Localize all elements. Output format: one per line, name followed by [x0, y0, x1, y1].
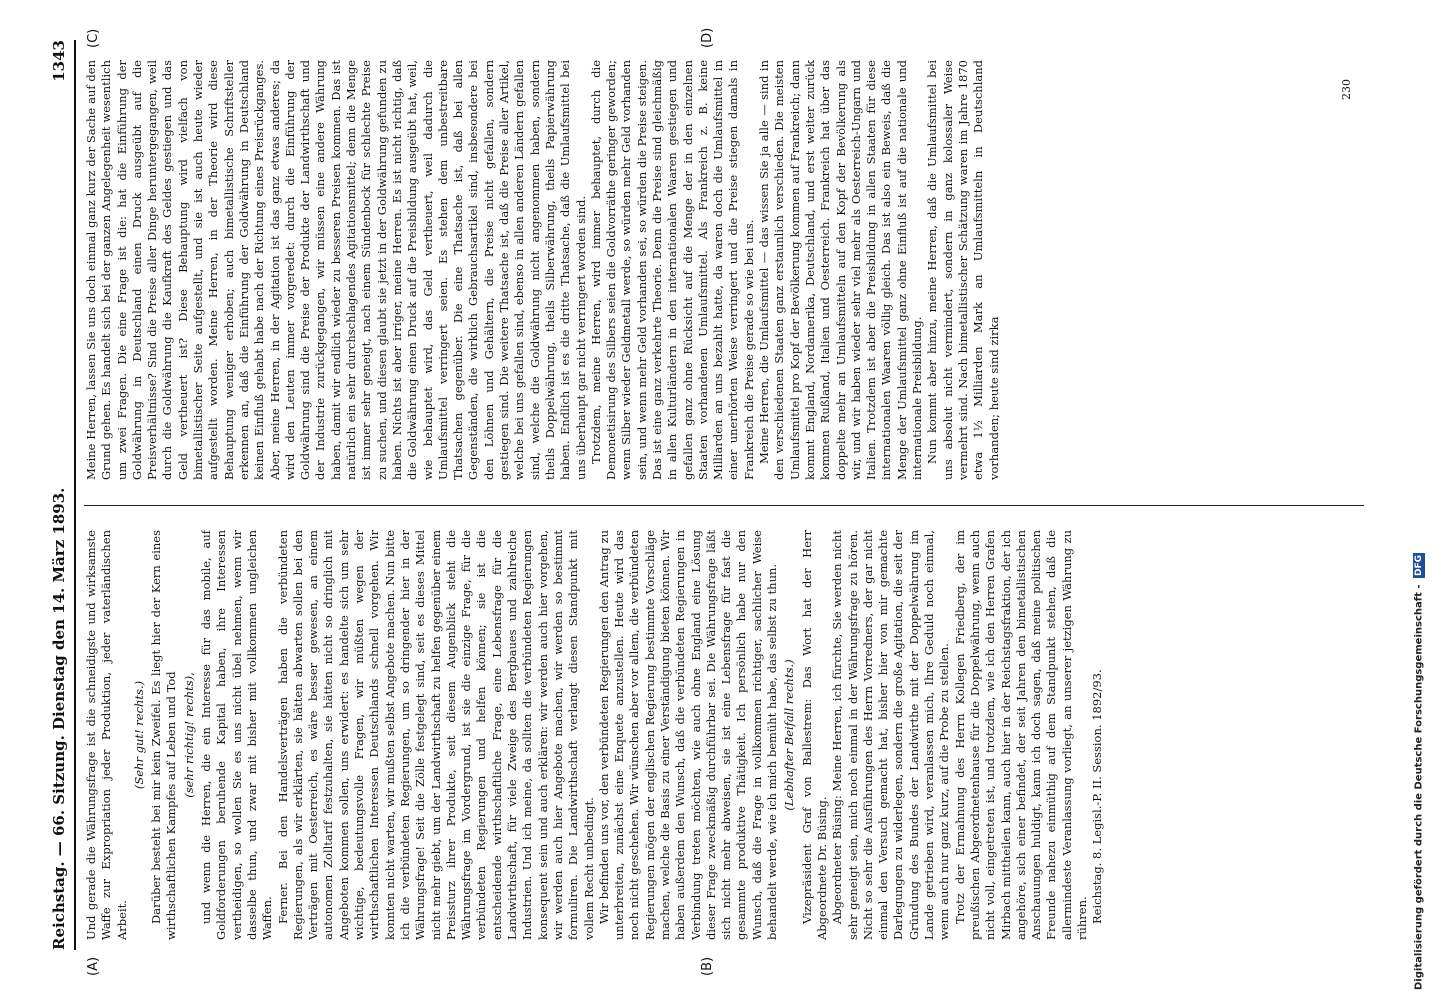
footer-text: Digitalisierung gefördert durch die Deutsche Forschungsgemeinschaft -	[1413, 584, 1425, 990]
paragraph: Trotzdem, meine Herren, wird immer behauptet, durch die Demonetisirung des Silbers seien die Goldvorräthe geringer geworden; wenn Silber wieder Geldmetall werde, so würden mehr Geld vorhanden sein, und wenn mehr Geld vorhanden sei, so würden die Preise steigen. Das ist eine ganz verkehrte Theorie. Denn die Preise sind gleichmäßig in allen Kulturländern in den internationalen Waaren gestiegen und gefallen ganz ohne Rücksicht auf die Menge der in den einzelnen Staaten vorhandenen Umlaufsmittel. Als Frankreich z. B. keine Milliarden an uns bezahlt hatte, da waren doch die Umlaufsmittel in einer unerhörten Weise verringert und die Preise stiegen damals in Frankreich die Preise gerade so wie bei uns.	[588, 60, 756, 480]
paragraph: Und gerade die Währungsfrage ist die schneidigste und wirksamste Waffe zur Expropriation jeder Produktion, jeder vaterländischen Arbeit.	[84, 530, 129, 940]
header-title: Reichstag. — 66. Sitzung. Dienstag den 14. März 1893.	[50, 487, 68, 950]
paragraph: Meine Herren, die Umlaufsmittel — das wissen Sie ja alle — sind in den verschiedenen Staaten ganz erstaunlich verschieden. Die meisten Umlaufsmittel pro Kopf der Bevölkerung kommen auf Frankreich; dann kommt England, Nordamerika, Deutschland, und erst weiter zurück kommen Rußland, Italien und Oesterreich. Frankreich hat über das doppelte mehr an Umlaufsmitteln auf den Kopf der Bevölkerung als wir, und wir haben wieder sehr viel mehr als Oesterreich-Ungarn und Italien. Trotzdem ist aber die Preisbildung in allen Staaten für diese internationalen Waaren völlig gleich. Das ist also ein Beweis, daß die Menge der Umlaufsmittel ganz ohne Einfluß ist auf die nationale und internationale Preisbildung.	[757, 60, 925, 480]
header-page-number: 1343	[50, 40, 68, 82]
paragraph: Trotz der Ermahnung des Herrn Kollegen Friedberg, der im preußischen Abgeordnetenhause für die Doppelwährung, wenn auch nicht voll, eingetreten ist, und trotzdem, wie ich den Herren Grafen Mirbach mittheilen kann, auch hier in der Reichstagsfraktion, der ich angehöre, sich einer befindet, der seit Jahren den bimetallistischen Anschauungen huldigt, kann ich doch sagen, daß meine politischen Freunde nahezu einmüthig auf dem Standpunkt stehen, daß die allermindeste Veranlassung vorliegt, an unserer jetzigen Währung zu rühren.	[952, 530, 1089, 940]
paragraph: und wenn die Herren, die ein Interesse für das mobile, auf Goldforderungen beruhende Kapital haben, ihre Interessen vertheidigen, so wollen Sie es uns nicht übel nehmen, wenn wir dasselbe thun, und zwar mit bisher mit vollkommen ungleichen Waffen.	[199, 530, 275, 940]
page-header	[46, 40, 72, 950]
paragraph: (Lebhafter Beifall rechts.)	[782, 659, 797, 811]
margin-marker-b: (B)	[700, 956, 715, 976]
paragraph: Meine Herren, lassen Sie uns doch einmal ganz kurz der Sache auf den Grund gehen. Es handelt sich bei der ganzen Angelegenheit wesentlich um zwei Fragen. Die eine Frage ist die: hat die Einführung der Goldwährung in Deutschland einen Druck ausgeübt auf die Preisverhältnisse? Sind die Preise aller Dinge heruntergegangen, weil durch die Goldwährung die Kaufkraft des Geldes gestiegen und das Geld vertheuert ist? Diese Behauptung wird vielfach von bimetallistischer Seite aufgestellt, und sie ist auch heute wieder aufgestellt worden. Meine Herren, in der Theorie wird diese Behauptung weniger erhoben; auch bimetallistische Schriftsteller erkennen an, daß die Einführung der Goldwährung in Deutschland keinen Einfluß gehabt habe nach der Richtung eines Preisrückganges. Aber, meine Herren, in der Agitation ist das ganz etwas anderes; da wird den Leuten immer vorgeredet: durch die Einführung der Goldwährung sind die Preise der Produkte der Landwirthschaft und der Industrie zurückgegangen, wir müssen eine andere Währung haben, damit wir endlich wieder zu besseren Preisen kommen. Das ist natürlich ein sehr durchschlagendes Agitationsmittel; denn die Menge ist immer sehr geneigt, nach einem Sündenbock für schlechte Preise zu suchen, und diesen glaubt sie jetzt in der Goldwährung gefunden zu haben. Nichts ist aber irriger, meine Herren. Es ist nicht richtig, daß die Goldwährung einen Druck auf die Preisbildung ausgeübt hat, weil, wie behauptet wird, das Geld vertheuert, weil dadurch die Umlaufsmittel verringert seien. Es stehen dem unbestreitbare Thatsachen gegenüber. Die eine Thatsache ist, daß bei allen Gegenständen, die wirklich Gebrauchsartikel sind, insbesondere bei den Löhnen und Gehältern, die Preise nicht gefallen, sondern gestiegen sind. Die weitere Thatsache ist, daß die Preise aller Artikel, welche bei uns gefallen sind, ebenso in allen anderen Ländern gefallen sind, welche die Goldwährung nicht angenommen haben, sondern theils Doppelwährung, theils Silberwährung, theils Papierwährung haben. Endlich ist es die dritte Thatsache, daß die Umlaufsmittel bei uns überhaupt gar nicht verringert worden sind.	[84, 60, 588, 480]
left-column	[84, 530, 1364, 940]
margin-marker-a: (A)	[86, 956, 101, 976]
right-column	[84, 60, 1364, 480]
paragraph: Abgeordneter Büsing: Meine Herren, ich fürchte, Sie werden nicht sehr geneigt sein, mich noch einmal in der Währungsfrage zu hören. Nicht so sehr die Ausführungen des Herrn Vorredners, der gar nicht einmal den Versuch gemacht hat, bisher hier von mir gemachte Darlegungen zu widerlegen, sondern die große Agitation, die seit der Gründung des Bundes der Landwirthe mit der Doppelwährung im Lande getrieben wird, veranlassen mich, Ihre Geduld noch einmal, wenn auch nur ganz kurz, auf die Probe zu stellen.	[830, 530, 952, 940]
header-rule	[74, 40, 76, 950]
sheet-number: 230	[1340, 79, 1353, 100]
digitization-footer	[1410, 10, 1428, 990]
paragraph: Wir befinden uns vor, den verbündeten Regierungen den Antrag zu unterbreiten, zunächst eine Enquete anzustellen. Heute wird das noch nicht geschehen. Wir wünschen aber vor allem, die verbündeten Regierungen mögen der englischen Regierung bestimmte Vorschläge machen, welche die Basis zu einer Verständigung bieten können. Wir haben außerdem den Wunsch, daß die verbündeten Regierungen in Verbindung treten möchten, wie auch ohne England eine Lösung dieser Frage zweckmäßig durchführbar sei. Die Währungsfrage läßt sich nicht mehr abweisen, sie ist eine Lebensfrage für fast die gesammte produktive Thätigkeit. Ich persönlich habe nur den Wunsch, daß die Frage in vollkommen richtiger, sachlicher Weise behandelt werde, wie ich mich bemüht habe, das selbst zu thun.	[596, 530, 780, 940]
dfg-logo: DFG	[1414, 555, 1424, 577]
paragraph: Darüber besteht bei mir kein Zweifel. Es liegt hier der Kern eines wirthschaftlichen Kampfes auf Leben und Tod	[149, 530, 179, 940]
paragraph: Ferner. Bei den Handelsverträgen haben die verbündeten Regierungen, als wir erklärten, sie hätten abwarten sollen bei den Verträgen mit Oesterreich, es wäre besser gewesen, an einem autonomen Zolltarif festzuhalten, sie hätten nicht so dringlich mit Angeboten kommen sollen, uns erwidert: es handelte sich um sehr wichtige, bedeutungsvolle Fragen, wir müßten wegen der wirthschaftlichen Interessen Deutschlands schnell vorgehen. Wir konnten nicht warten, wir mußten selbst Angebote machen. Nun bitte ich die verbündeten Regierungen, um so dringender hier in der Währungsfrage! Seit die Zölle festgelegt sind, seit es dieses Mittel nicht mehr giebt, um der Landwirthschaft zu helfen gegenüber einem Preissturz ihrer Produkte, seit diesem Augenblick steht die Währungsfrage im Vordergrund, ist sie die einzige Frage, für die verbündeten Regierungen und helfen können; sie ist die entscheidende wirthschaftliche Frage, eine Lebensfrage für die Landwirthschaft, für viele Zweige des Bergbaues und zahlreiche Industrien. Und ich meine, da sollten die verbündeten Regierungen konsequent sein und auch erklären: wir werden auch hier vorgehen, wir werden auch hier Angebote machen, wir werden so bestimmt formuliren. Die Landwirthschaft verlangt diesen Standpunkt mit vollem Recht unbedingt.	[275, 530, 596, 940]
column-divider	[84, 505, 1364, 506]
margin-marker-c: (C)	[86, 28, 101, 48]
paragraph: Nun kommt aber hinzu, meine Herren, daß die Umlaufsmittel bei uns absolut nicht vermindert, sondern in ganz kolossaler Weise vermehrt sind. Nach bimetallistischer Schätzung waren im Jahre 1870 etwa 1½ Milliarden Mark an Umlaufsmitteln in Deutschland vorhanden; heute sind zirka	[925, 60, 1001, 480]
paragraph: (Sehr gut! rechts.)	[131, 680, 146, 790]
paragraph: Reichstag. 8. Legisl.-P. II. Session. 1892/93.	[1090, 669, 1105, 924]
margin-marker-d: (D)	[700, 27, 715, 48]
paragraph: (sehr richtig! rechts),	[181, 672, 196, 798]
paragraph: Vizepräsident Graf von Ballestrem: Das Wort hat der Herr Abgeordnete Dr. Büsing.	[799, 530, 829, 940]
